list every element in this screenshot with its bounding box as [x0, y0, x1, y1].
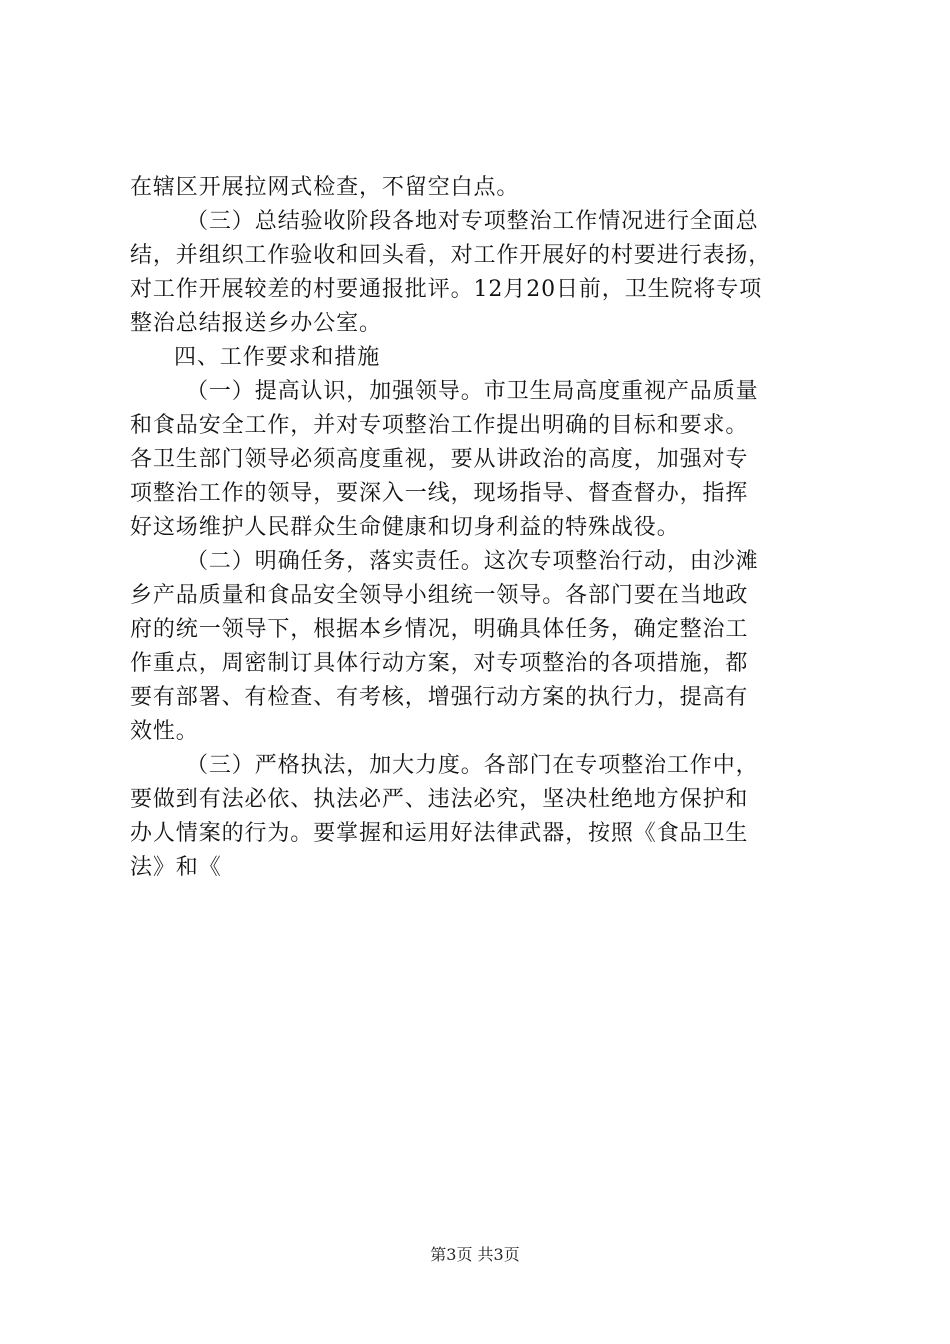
text-line: 项整治工作的领导，要深入一线，现场指导、督查督办，指挥: [130, 481, 749, 506]
section-heading: 四、工作要求和措施: [174, 345, 381, 370]
text-line: 法》和《: [130, 855, 222, 880]
text-line: 和食品安全工作，并对专项整治工作提出明确的目标和要求。: [130, 413, 749, 438]
document-body: [130, 171, 830, 885]
text-line: 在辖区开展拉网式检查，不留空白点。: [130, 175, 520, 200]
text-line: （三）总结验收阶段各地对专项整治工作情况进行全面总: [186, 209, 759, 234]
text-line: 要做到有法必依、执法必严、违法必究，坚决杜绝地方保护和: [130, 787, 749, 812]
text-line: 结，并组织工作验收和回头看，对工作开展好的村要进行表扬，: [130, 243, 772, 268]
text-line: （一）提高认识，加强领导。市卫生局高度重视产品质量: [186, 379, 759, 404]
text-line: 办人情案的行为。要掌握和运用好法律武器，按照《食品卫生: [130, 821, 749, 846]
text-line: 对工作开展较差的村要通报批评。12月20日前，卫生院将专项: [130, 277, 763, 302]
text-line: 作重点，周密制订具体行动方案，对专项整治的各项措施，都: [130, 651, 749, 676]
text-line: 效性。: [130, 719, 199, 744]
page-number-footer: 第3页 共3页: [430, 1245, 520, 1264]
text-line: 乡产品质量和食品安全领导小组统一领导。各部门要在当地政: [130, 583, 749, 608]
text-line: 整治总结报送乡办公室。: [130, 311, 382, 336]
text-line: 好这场维护人民群众生命健康和切身利益的特殊战役。: [130, 515, 680, 540]
text-line: （三）严格执法，加大力度。各部门在专项整治工作中，: [186, 753, 759, 778]
text-line: 各卫生部门领导必须高度重视，要从讲政治的高度，加强对专: [130, 447, 749, 472]
text-line: （二）明确任务，落实责任。这次专项整治行动，由沙滩: [186, 549, 759, 574]
text-line: 府的统一领导下，根据本乡情况，明确具体任务，确定整治工: [130, 617, 749, 642]
text-line: 要有部署、有检查、有考核，增强行动方案的执行力，提高有: [130, 685, 749, 710]
